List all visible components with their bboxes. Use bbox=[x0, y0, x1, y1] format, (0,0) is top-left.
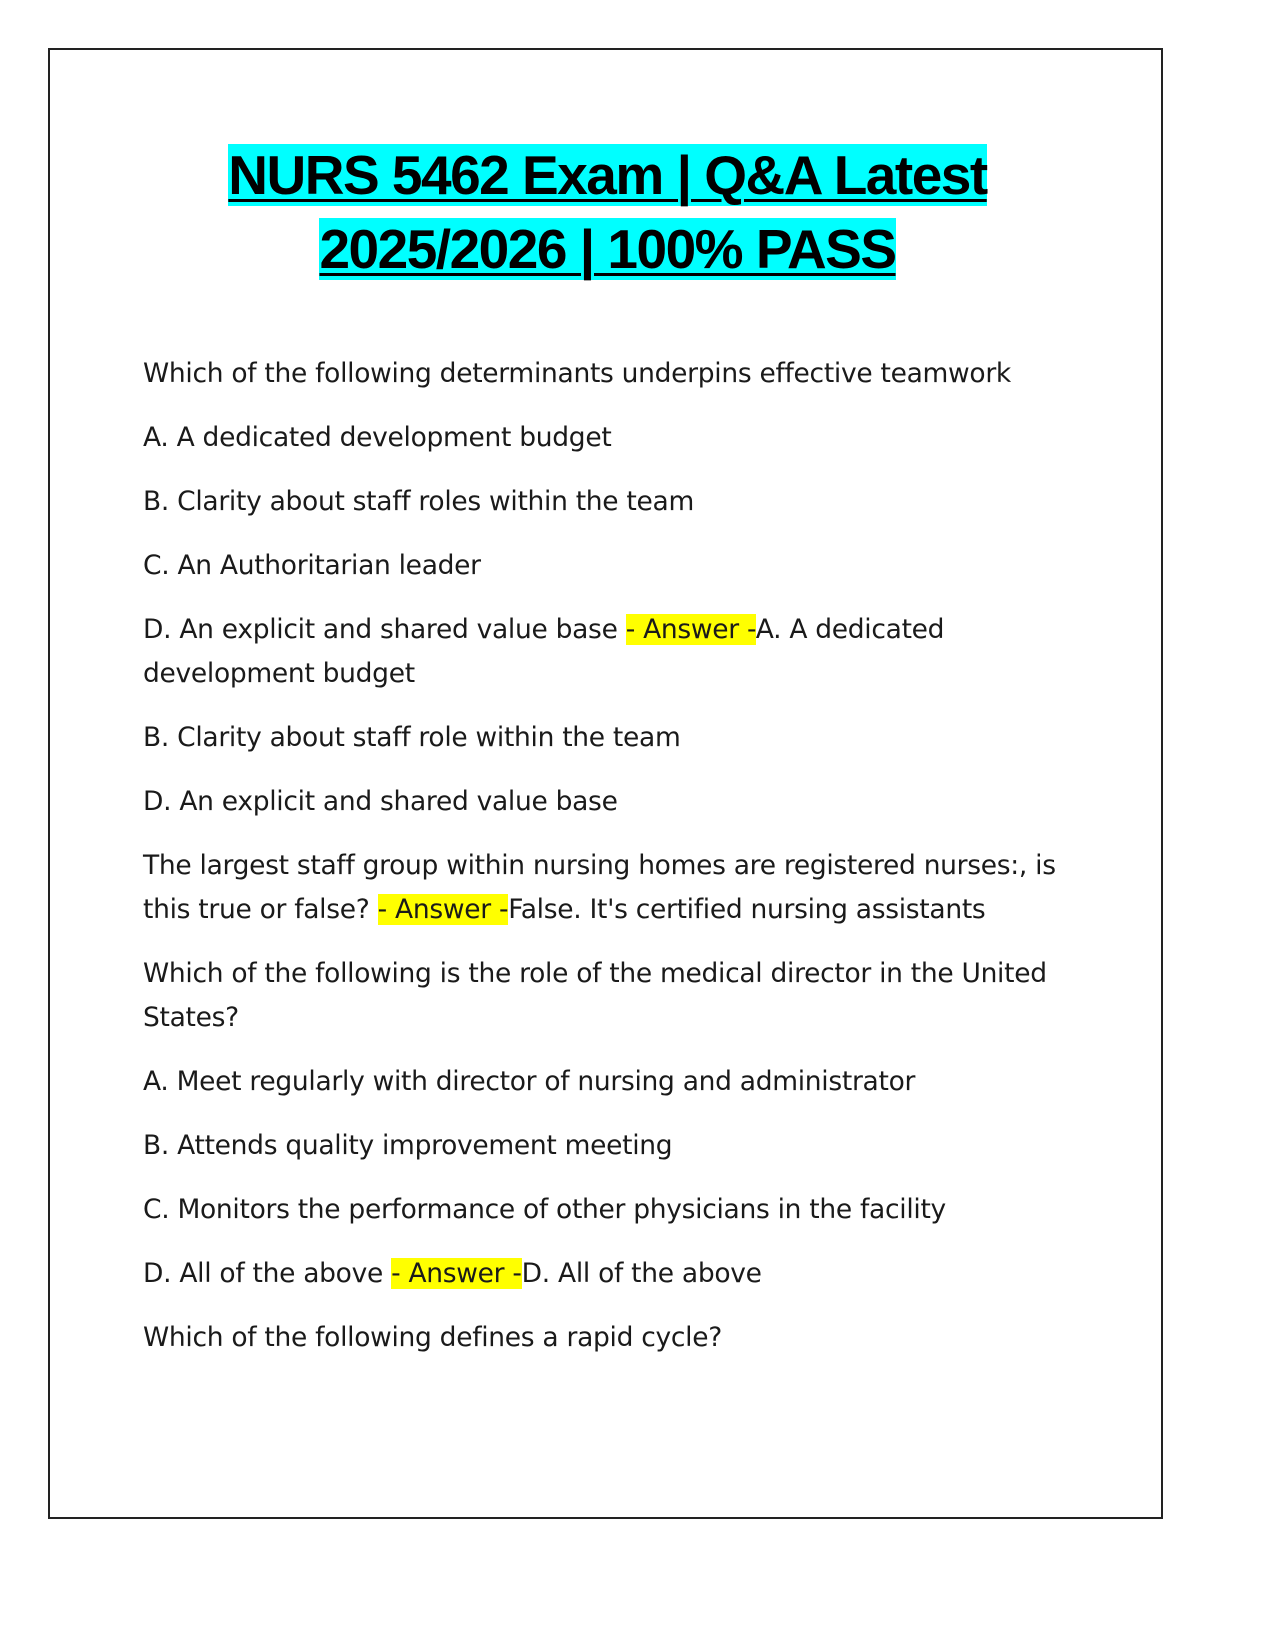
q2-question: The largest staff group within nursing homes are registered nurses:, is this true or false? bbox=[143, 850, 1056, 925]
q3-option-d-with-answer bbox=[143, 1252, 1083, 1296]
q4-question: Which of the following defines a rapid cycle? bbox=[143, 1322, 723, 1353]
q1-option-d-with-answer bbox=[143, 608, 1083, 696]
q3-option-b: B. Attends quality improvement meeting bbox=[143, 1130, 673, 1161]
q1-question: Which of the following determinants underpins effective teamwork bbox=[143, 358, 1011, 389]
q3-question: Which of the following is the role of the medical director in the United States? bbox=[143, 958, 1047, 1033]
answer-marker: - Answer - bbox=[377, 894, 509, 925]
title-line-2: 2025/2026 | 100% PASS bbox=[319, 218, 896, 280]
document-body bbox=[143, 352, 1083, 1380]
q1-option-b: B. Clarity about staff roles within the team bbox=[143, 486, 694, 517]
q1-answer-d: D. An explicit and shared value base bbox=[143, 786, 618, 817]
q3-option-a: A. Meet regularly with director of nursing and administrator bbox=[143, 1066, 916, 1097]
q2-answer: False. It's certified nursing assistants bbox=[508, 894, 986, 925]
q1-answer-b: B. Clarity about staff role within the team bbox=[143, 722, 681, 753]
q3-option-d: D. All of the above bbox=[143, 1258, 392, 1289]
answer-marker: - Answer - bbox=[391, 1258, 522, 1289]
document-title bbox=[60, 138, 1155, 286]
q3-option-c: C. Monitors the performance of other physicians in the facility bbox=[143, 1194, 946, 1225]
q1-option-c: C. An Authoritarian leader bbox=[143, 550, 481, 581]
q1-option-a: A. A dedicated development budget bbox=[143, 422, 612, 453]
q1-option-d: D. An explicit and shared value base bbox=[143, 614, 626, 645]
answer-marker: - Answer - bbox=[625, 614, 756, 645]
q1-answer-a: A. A dedicated development budget bbox=[143, 614, 945, 689]
title-line-1: NURS 5462 Exam | Q&A Latest bbox=[228, 144, 987, 206]
q3-answer: D. All of the above bbox=[521, 1258, 762, 1289]
q2-question-with-answer bbox=[143, 844, 1083, 932]
